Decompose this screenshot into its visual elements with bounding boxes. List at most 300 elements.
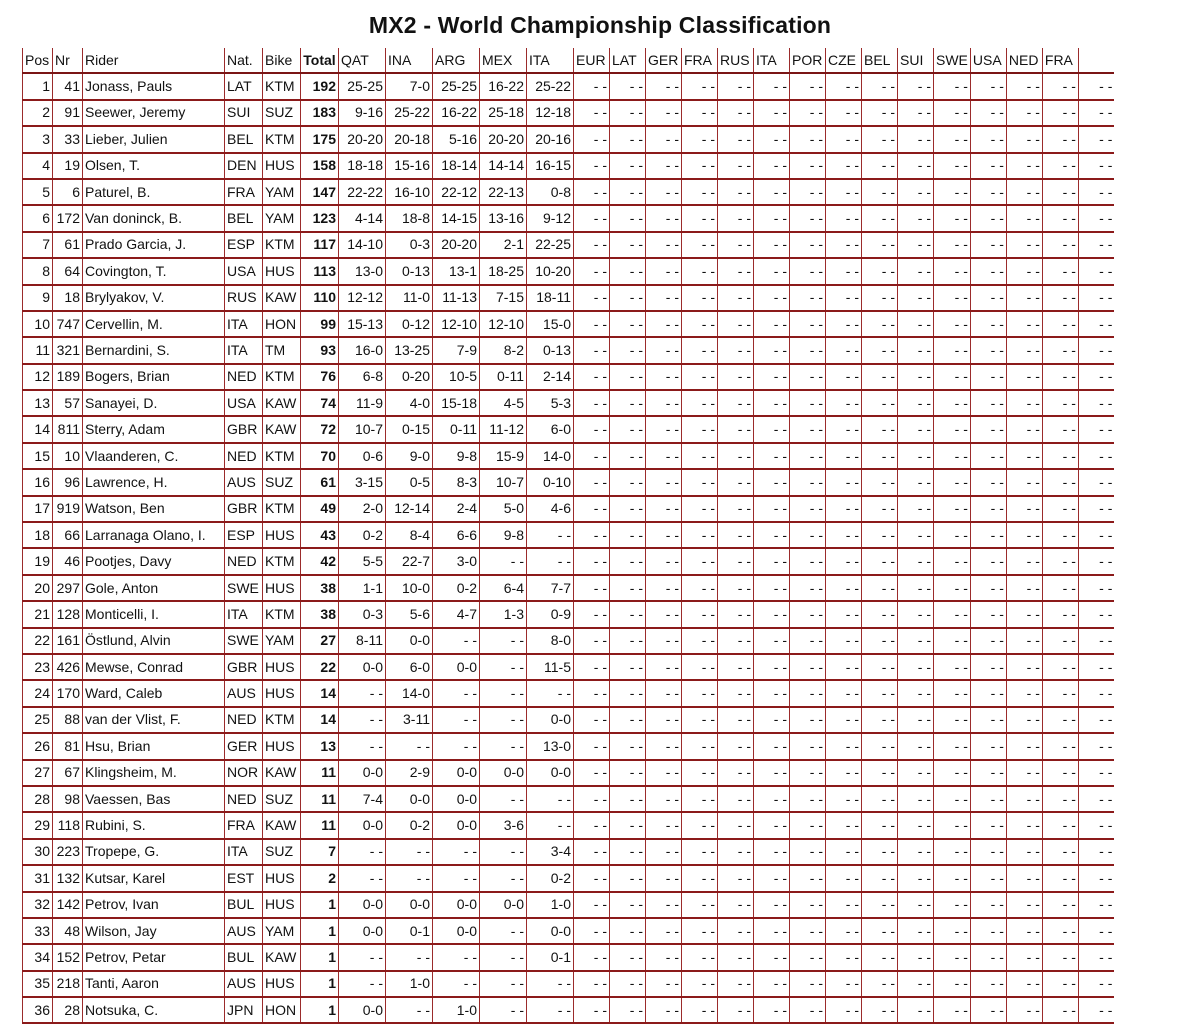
result-mex-cell: - - xyxy=(480,997,527,1023)
rider-name-cell: Mewse, Conrad xyxy=(83,654,225,680)
future-event-cell: - - xyxy=(610,285,646,311)
future-event-cell: - - xyxy=(574,628,610,654)
result-ita-cell: - - xyxy=(527,680,574,706)
pos-cell: 26 xyxy=(23,733,53,759)
event-header-fra: FRA xyxy=(1042,48,1078,73)
future-event-cell: - - xyxy=(790,654,826,680)
future-event-cell: - - xyxy=(1006,971,1042,997)
future-event-cell: - - xyxy=(682,496,718,522)
nationality-cell: NED xyxy=(225,786,263,812)
future-event-cell: - - xyxy=(898,628,934,654)
total-points-cell: 11 xyxy=(301,760,339,786)
result-arg-cell: 9-8 xyxy=(433,443,480,469)
future-event-cell: - - xyxy=(1006,812,1042,838)
nationality-cell: AUS xyxy=(225,971,263,997)
future-event-cell: - - xyxy=(790,390,826,416)
future-event-cell: - - xyxy=(610,575,646,601)
future-event-cell: - - xyxy=(934,548,971,574)
future-event-cell: - - xyxy=(682,997,718,1023)
nationality-cell: BEL xyxy=(225,126,263,152)
future-event-cell: - - xyxy=(718,601,754,627)
future-event-cell: - - xyxy=(862,390,898,416)
table-body xyxy=(23,73,1115,1023)
result-ita-cell: 22-25 xyxy=(527,232,574,258)
result-arg-cell: - - xyxy=(433,839,480,865)
future-event-cell: - - xyxy=(790,285,826,311)
column-header-ita: ITA xyxy=(527,48,574,73)
column-header-mex: MEX xyxy=(480,48,527,73)
result-qat-cell: 8-11 xyxy=(339,628,386,654)
future-event-cell: - - xyxy=(934,285,971,311)
future-event-cell: - - xyxy=(934,654,971,680)
table-row xyxy=(23,496,1115,522)
future-event-cell: - - xyxy=(574,496,610,522)
future-event-cell: - - xyxy=(790,892,826,918)
column-header-pos: Pos xyxy=(23,48,53,73)
future-event-cell: - - xyxy=(574,918,610,944)
future-event-cell: - - xyxy=(1006,100,1042,126)
future-event-cell: - - xyxy=(610,496,646,522)
future-event-cell: - - xyxy=(862,601,898,627)
total-points-cell: 74 xyxy=(301,390,339,416)
future-event-cell: - - xyxy=(718,311,754,337)
future-event-cell: - - xyxy=(646,918,682,944)
event-header-fra: FRA xyxy=(682,48,718,73)
rider-name-cell: Seewer, Jeremy xyxy=(83,100,225,126)
future-event-cell: - - xyxy=(826,601,862,627)
nationality-cell: BUL xyxy=(225,892,263,918)
nationality-cell: AUS xyxy=(225,918,263,944)
future-event-cell: - - xyxy=(1078,971,1114,997)
future-event-cell: - - xyxy=(1042,707,1078,733)
future-event-cell: - - xyxy=(610,73,646,99)
nationality-cell: NOR xyxy=(225,760,263,786)
future-event-cell: - - xyxy=(862,680,898,706)
result-arg-cell: 13-1 xyxy=(433,258,480,284)
future-event-cell: - - xyxy=(1078,575,1114,601)
future-event-cell: - - xyxy=(826,205,862,231)
future-event-cell: - - xyxy=(574,760,610,786)
total-points-cell: 158 xyxy=(301,153,339,179)
bike-cell: KTM xyxy=(263,126,301,152)
future-event-cell: - - xyxy=(1042,100,1078,126)
table-row xyxy=(23,548,1115,574)
pos-cell: 2 xyxy=(23,100,53,126)
future-event-cell: - - xyxy=(862,786,898,812)
number-cell: 152 xyxy=(53,944,83,970)
future-event-cell: - - xyxy=(790,496,826,522)
result-arg-cell: 4-7 xyxy=(433,601,480,627)
bike-cell: HUS xyxy=(263,258,301,284)
future-event-cell: - - xyxy=(934,971,971,997)
result-mex-cell: 22-13 xyxy=(480,179,527,205)
future-event-cell: - - xyxy=(790,126,826,152)
future-event-cell: - - xyxy=(718,548,754,574)
result-ina-cell: - - xyxy=(386,997,433,1023)
future-event-cell: - - xyxy=(898,390,934,416)
future-event-cell: - - xyxy=(826,997,862,1023)
future-event-cell: - - xyxy=(790,865,826,891)
future-event-cell: - - xyxy=(1078,311,1114,337)
future-event-cell: - - xyxy=(1078,258,1114,284)
future-event-cell: - - xyxy=(1006,496,1042,522)
future-event-cell: - - xyxy=(718,496,754,522)
bike-cell: KTM xyxy=(263,73,301,99)
future-event-cell: - - xyxy=(574,575,610,601)
column-header-nat: Nat. xyxy=(225,48,263,73)
future-event-cell: - - xyxy=(682,786,718,812)
future-event-cell: - - xyxy=(718,443,754,469)
total-points-cell: 147 xyxy=(301,179,339,205)
nationality-cell: RUS xyxy=(225,285,263,311)
pos-cell: 34 xyxy=(23,944,53,970)
future-event-cell: - - xyxy=(682,258,718,284)
future-event-cell: - - xyxy=(826,311,862,337)
rider-name-cell: Bernardini, S. xyxy=(83,337,225,363)
future-event-cell: - - xyxy=(970,971,1006,997)
future-event-cell: - - xyxy=(1042,496,1078,522)
table-row xyxy=(23,285,1115,311)
result-arg-cell: 15-18 xyxy=(433,390,480,416)
result-ita-cell: 13-0 xyxy=(527,733,574,759)
future-event-cell: - - xyxy=(574,997,610,1023)
rider-name-cell: Sterry, Adam xyxy=(83,416,225,442)
future-event-cell: - - xyxy=(934,707,971,733)
number-cell: 170 xyxy=(53,680,83,706)
table-row xyxy=(23,680,1115,706)
result-ita-cell: 10-20 xyxy=(527,258,574,284)
pos-cell: 23 xyxy=(23,654,53,680)
future-event-cell: - - xyxy=(862,311,898,337)
future-event-cell: - - xyxy=(826,944,862,970)
number-cell: 10 xyxy=(53,443,83,469)
total-points-cell: 110 xyxy=(301,285,339,311)
future-event-cell: - - xyxy=(790,179,826,205)
result-arg-cell: 16-22 xyxy=(433,100,480,126)
number-cell: 19 xyxy=(53,153,83,179)
future-event-cell: - - xyxy=(1042,548,1078,574)
table-row xyxy=(23,364,1115,390)
future-event-cell: - - xyxy=(682,179,718,205)
number-cell: 67 xyxy=(53,760,83,786)
future-event-cell: - - xyxy=(898,680,934,706)
total-points-cell: 2 xyxy=(301,865,339,891)
future-event-cell: - - xyxy=(898,707,934,733)
rider-name-cell: Vaessen, Bas xyxy=(83,786,225,812)
pos-cell: 9 xyxy=(23,285,53,311)
future-event-cell: - - xyxy=(682,390,718,416)
result-ina-cell: 12-14 xyxy=(386,496,433,522)
total-points-cell: 61 xyxy=(301,469,339,495)
future-event-cell: - - xyxy=(790,258,826,284)
table-row xyxy=(23,892,1115,918)
future-event-cell: - - xyxy=(1006,258,1042,284)
result-qat-cell: 15-13 xyxy=(339,311,386,337)
future-event-cell: - - xyxy=(1078,73,1114,99)
future-event-cell: - - xyxy=(898,522,934,548)
result-qat-cell: 12-12 xyxy=(339,285,386,311)
future-event-cell: - - xyxy=(934,337,971,363)
future-event-cell: - - xyxy=(646,628,682,654)
future-event-cell: - - xyxy=(934,812,971,838)
future-event-cell: - - xyxy=(1006,469,1042,495)
result-arg-cell: 2-4 xyxy=(433,496,480,522)
number-cell: 18 xyxy=(53,285,83,311)
result-ina-cell: 0-2 xyxy=(386,812,433,838)
total-points-cell: 113 xyxy=(301,258,339,284)
future-event-cell: - - xyxy=(682,443,718,469)
future-event-cell: - - xyxy=(790,601,826,627)
future-event-cell: - - xyxy=(718,100,754,126)
column-header-nr: Nr xyxy=(53,48,83,73)
table-row xyxy=(23,311,1115,337)
future-event-cell: - - xyxy=(790,628,826,654)
future-event-cell: - - xyxy=(574,285,610,311)
result-mex-cell: 8-2 xyxy=(480,337,527,363)
future-event-cell: - - xyxy=(862,628,898,654)
result-ita-cell: - - xyxy=(527,548,574,574)
pos-cell: 8 xyxy=(23,258,53,284)
result-arg-cell: - - xyxy=(433,628,480,654)
future-event-cell: - - xyxy=(970,285,1006,311)
rider-name-cell: Jonass, Pauls xyxy=(83,73,225,99)
bike-cell: KTM xyxy=(263,496,301,522)
future-event-cell: - - xyxy=(934,918,971,944)
future-event-cell: - - xyxy=(646,73,682,99)
future-event-cell: - - xyxy=(718,73,754,99)
rider-name-cell: Brylyakov, V. xyxy=(83,285,225,311)
result-mex-cell: 1-3 xyxy=(480,601,527,627)
future-event-cell: - - xyxy=(862,364,898,390)
number-cell: 161 xyxy=(53,628,83,654)
result-arg-cell: 1-0 xyxy=(433,997,480,1023)
number-cell: 172 xyxy=(53,205,83,231)
table-row xyxy=(23,205,1115,231)
future-event-cell: - - xyxy=(718,812,754,838)
future-event-cell: - - xyxy=(1042,839,1078,865)
table-row xyxy=(23,232,1115,258)
result-ita-cell: 16-15 xyxy=(527,153,574,179)
result-ita-cell: 0-0 xyxy=(527,760,574,786)
future-event-cell: - - xyxy=(574,971,610,997)
future-event-cell: - - xyxy=(898,944,934,970)
future-event-cell: - - xyxy=(934,522,971,548)
future-event-cell: - - xyxy=(862,179,898,205)
event-header-ita: ITA xyxy=(754,48,790,73)
result-arg-cell: 25-25 xyxy=(433,73,480,99)
future-event-cell: - - xyxy=(610,153,646,179)
future-event-cell: - - xyxy=(754,258,790,284)
result-mex-cell: 15-9 xyxy=(480,443,527,469)
future-event-cell: - - xyxy=(790,337,826,363)
total-points-cell: 93 xyxy=(301,337,339,363)
future-event-cell: - - xyxy=(754,786,790,812)
future-event-cell: - - xyxy=(1006,918,1042,944)
table-row xyxy=(23,575,1115,601)
future-event-cell: - - xyxy=(646,733,682,759)
result-arg-cell: 6-6 xyxy=(433,522,480,548)
future-event-cell: - - xyxy=(970,73,1006,99)
future-event-cell: - - xyxy=(862,865,898,891)
future-event-cell: - - xyxy=(1078,892,1114,918)
table-row xyxy=(23,865,1115,891)
result-ina-cell: 25-22 xyxy=(386,100,433,126)
future-event-cell: - - xyxy=(790,364,826,390)
total-points-cell: 117 xyxy=(301,232,339,258)
future-event-cell: - - xyxy=(646,707,682,733)
result-qat-cell: 11-9 xyxy=(339,390,386,416)
future-event-cell: - - xyxy=(682,918,718,944)
future-event-cell: - - xyxy=(682,839,718,865)
future-event-cell: - - xyxy=(826,971,862,997)
result-arg-cell: 7-9 xyxy=(433,337,480,363)
future-event-cell: - - xyxy=(718,179,754,205)
future-event-cell: - - xyxy=(610,997,646,1023)
future-event-cell: - - xyxy=(862,892,898,918)
number-cell: 61 xyxy=(53,232,83,258)
future-event-cell: - - xyxy=(862,73,898,99)
result-ina-cell: 14-0 xyxy=(386,680,433,706)
total-points-cell: 27 xyxy=(301,628,339,654)
future-event-cell: - - xyxy=(826,416,862,442)
result-qat-cell: 22-22 xyxy=(339,179,386,205)
future-event-cell: - - xyxy=(898,126,934,152)
result-arg-cell: 0-0 xyxy=(433,654,480,680)
future-event-cell: - - xyxy=(826,126,862,152)
future-event-cell: - - xyxy=(934,786,971,812)
future-event-cell: - - xyxy=(1006,786,1042,812)
result-mex-cell: - - xyxy=(480,628,527,654)
result-qat-cell: - - xyxy=(339,839,386,865)
future-event-cell: - - xyxy=(826,443,862,469)
future-event-cell: - - xyxy=(610,416,646,442)
future-event-cell: - - xyxy=(1006,733,1042,759)
future-event-cell: - - xyxy=(790,575,826,601)
result-qat-cell: 13-0 xyxy=(339,258,386,284)
future-event-cell: - - xyxy=(646,390,682,416)
future-event-cell: - - xyxy=(1078,179,1114,205)
nationality-cell: FRA xyxy=(225,179,263,205)
rider-name-cell: Lieber, Julien xyxy=(83,126,225,152)
nationality-cell: BEL xyxy=(225,205,263,231)
result-mex-cell: - - xyxy=(480,944,527,970)
total-points-cell: 49 xyxy=(301,496,339,522)
future-event-cell: - - xyxy=(718,522,754,548)
future-event-cell: - - xyxy=(1078,416,1114,442)
nationality-cell: ESP xyxy=(225,232,263,258)
future-event-cell: - - xyxy=(862,100,898,126)
future-event-cell: - - xyxy=(1078,205,1114,231)
result-mex-cell: 20-20 xyxy=(480,126,527,152)
future-event-cell: - - xyxy=(970,839,1006,865)
event-header-rus: RUS xyxy=(718,48,754,73)
future-event-cell: - - xyxy=(790,522,826,548)
future-event-cell: - - xyxy=(790,469,826,495)
future-event-cell: - - xyxy=(934,575,971,601)
result-ita-cell: 3-4 xyxy=(527,839,574,865)
future-event-cell: - - xyxy=(898,548,934,574)
future-event-cell: - - xyxy=(898,416,934,442)
future-event-cell: - - xyxy=(718,918,754,944)
table-row xyxy=(23,760,1115,786)
result-qat-cell: 10-7 xyxy=(339,416,386,442)
pos-cell: 17 xyxy=(23,496,53,522)
nationality-cell: NED xyxy=(225,548,263,574)
result-ita-cell: 9-12 xyxy=(527,205,574,231)
future-event-cell: - - xyxy=(826,548,862,574)
rider-name-cell: Notsuka, C. xyxy=(83,997,225,1023)
result-ina-cell: 16-10 xyxy=(386,179,433,205)
future-event-cell: - - xyxy=(646,971,682,997)
bike-cell: KAW xyxy=(263,760,301,786)
future-event-cell: - - xyxy=(898,469,934,495)
future-event-cell: - - xyxy=(682,865,718,891)
pos-cell: 18 xyxy=(23,522,53,548)
table-row xyxy=(23,522,1115,548)
rider-name-cell: Rubini, S. xyxy=(83,812,225,838)
future-event-cell: - - xyxy=(754,337,790,363)
result-arg-cell: - - xyxy=(433,971,480,997)
result-ina-cell: 6-0 xyxy=(386,654,433,680)
future-event-cell: - - xyxy=(646,285,682,311)
future-event-cell: - - xyxy=(790,786,826,812)
result-arg-cell: 3-0 xyxy=(433,548,480,574)
future-event-cell: - - xyxy=(898,601,934,627)
total-points-cell: 38 xyxy=(301,601,339,627)
future-event-cell: - - xyxy=(862,548,898,574)
bike-cell: KAW xyxy=(263,416,301,442)
result-ita-cell: 11-5 xyxy=(527,654,574,680)
future-event-cell: - - xyxy=(574,680,610,706)
number-cell: 321 xyxy=(53,337,83,363)
future-event-cell: - - xyxy=(1078,839,1114,865)
future-event-cell: - - xyxy=(1006,390,1042,416)
table-row xyxy=(23,469,1115,495)
future-event-cell: - - xyxy=(574,311,610,337)
future-event-cell: - - xyxy=(1078,918,1114,944)
future-event-cell: - - xyxy=(790,416,826,442)
future-event-cell: - - xyxy=(934,258,971,284)
future-event-cell: - - xyxy=(646,522,682,548)
future-event-cell: - - xyxy=(574,100,610,126)
rider-name-cell: Monticelli, I. xyxy=(83,601,225,627)
future-event-cell: - - xyxy=(646,337,682,363)
result-ita-cell: 6-0 xyxy=(527,416,574,442)
future-event-cell: - - xyxy=(934,311,971,337)
future-event-cell: - - xyxy=(790,680,826,706)
rider-name-cell: Cervellin, M. xyxy=(83,311,225,337)
result-arg-cell: - - xyxy=(433,707,480,733)
future-event-cell: - - xyxy=(1078,707,1114,733)
future-event-cell: - - xyxy=(934,364,971,390)
future-event-cell: - - xyxy=(1006,73,1042,99)
future-event-cell: - - xyxy=(718,865,754,891)
future-event-cell: - - xyxy=(574,522,610,548)
column-header-qat: QAT xyxy=(339,48,386,73)
result-qat-cell: - - xyxy=(339,733,386,759)
future-event-cell: - - xyxy=(970,575,1006,601)
future-event-cell: - - xyxy=(862,416,898,442)
result-qat-cell: 0-0 xyxy=(339,997,386,1023)
table-row xyxy=(23,153,1115,179)
result-arg-cell: 8-3 xyxy=(433,469,480,495)
future-event-cell: - - xyxy=(610,918,646,944)
future-event-cell: - - xyxy=(898,496,934,522)
total-points-cell: 1 xyxy=(301,918,339,944)
number-cell: 64 xyxy=(53,258,83,284)
number-cell: 218 xyxy=(53,971,83,997)
result-mex-cell: 6-4 xyxy=(480,575,527,601)
